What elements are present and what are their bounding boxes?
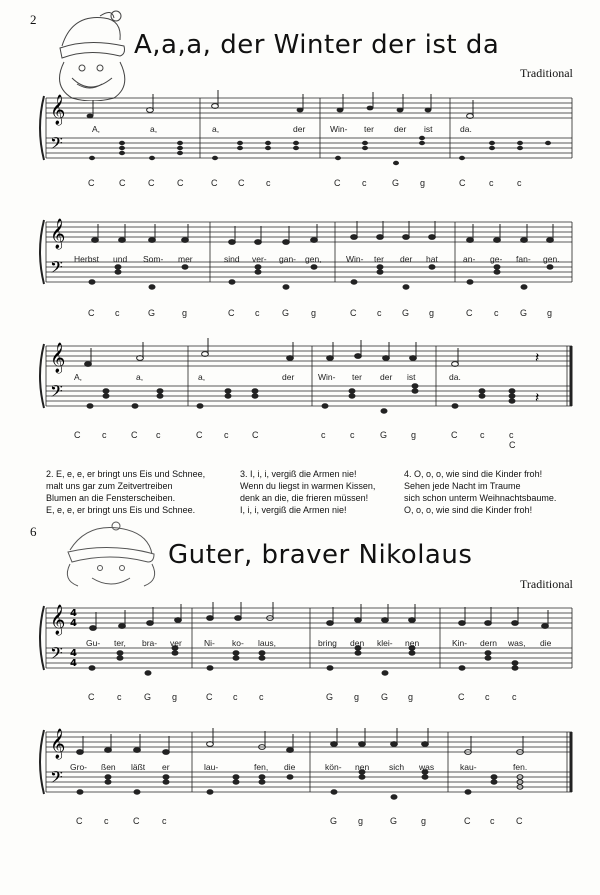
chord-label: c xyxy=(259,692,264,702)
lyric: hat xyxy=(426,254,438,264)
chord-label: G xyxy=(144,692,152,702)
svg-text:4: 4 xyxy=(70,618,77,629)
chord-label: C xyxy=(509,440,516,450)
chord-label: g xyxy=(420,178,426,188)
verse-line: sich schon unterm Weihnachtsbaume. xyxy=(404,493,557,503)
lyric: ist xyxy=(407,372,416,382)
chord-label: g xyxy=(421,816,427,826)
chord-label: G xyxy=(380,430,388,440)
lyric: der xyxy=(400,254,413,264)
lyric: der xyxy=(293,124,306,134)
chord-label: C xyxy=(238,178,245,188)
chord-label: c xyxy=(233,692,238,702)
chord-label: C xyxy=(88,692,95,702)
lyric: was, xyxy=(508,638,526,648)
music-system xyxy=(0,598,600,708)
chord-label: G xyxy=(390,816,398,826)
lyric: fen. xyxy=(513,762,528,772)
svg-text:𝄢: 𝄢 xyxy=(50,257,63,281)
svg-text:4: 4 xyxy=(70,608,77,619)
lyric: kau- xyxy=(460,762,477,772)
chord-label: g xyxy=(429,308,435,318)
chord-label: G xyxy=(326,692,334,702)
svg-text:𝄞: 𝄞 xyxy=(50,605,66,635)
lyric: Win- xyxy=(346,254,364,264)
chord-label: g xyxy=(411,430,417,440)
page-number: 6 xyxy=(30,524,37,539)
lyric: ver xyxy=(170,638,182,648)
lyric: sind xyxy=(224,254,240,264)
attribution: Traditional xyxy=(520,577,573,591)
chord-label: g xyxy=(408,692,414,702)
verse-line: Wenn du liegst in warmen Kissen, xyxy=(240,481,376,491)
song-title: Guter, braver Nikolaus xyxy=(168,540,473,570)
lyric: Kin- xyxy=(452,638,468,648)
chord-label: C xyxy=(228,308,235,318)
svg-text:𝄞: 𝄞 xyxy=(50,729,66,759)
chord-label: g xyxy=(547,308,553,318)
chord-label: c xyxy=(115,308,120,318)
chord-label: C xyxy=(119,178,126,188)
lyric: ter xyxy=(374,254,384,264)
lyric: gen, xyxy=(305,254,322,264)
chord-label: C xyxy=(334,178,341,188)
lyric: bring xyxy=(318,638,337,648)
verse-3 xyxy=(240,468,375,516)
music-system xyxy=(0,722,600,852)
lyric: und xyxy=(113,254,128,264)
lyric: Win- xyxy=(330,124,348,134)
lyric: A, xyxy=(92,124,101,134)
song-title: A,a,a, der Winter der ist da xyxy=(134,30,500,60)
verse-line: 4. O, o, o, wie sind die Kinder froh! xyxy=(404,469,543,479)
lyric: kön- xyxy=(325,762,342,772)
svg-text:4: 4 xyxy=(70,648,77,659)
page-number: 2 xyxy=(30,12,37,27)
lyric: die xyxy=(540,638,552,648)
lyric: lau- xyxy=(204,762,219,772)
lyric: ge- xyxy=(490,254,503,264)
chord-label: c xyxy=(255,308,260,318)
lyric: die xyxy=(284,762,296,772)
svg-text:𝄢: 𝄢 xyxy=(50,133,63,157)
chord-label: c xyxy=(350,430,355,440)
lyric: da. xyxy=(449,372,461,382)
verse-line: Sehen jede Nacht im Traume xyxy=(404,481,521,491)
chord-label: C xyxy=(451,430,458,440)
chord-label: c xyxy=(104,816,109,826)
chord-label: c xyxy=(117,692,122,702)
svg-text:𝄞: 𝄞 xyxy=(50,219,66,249)
chord-label: G xyxy=(330,816,338,826)
lyric: Win- xyxy=(318,372,336,382)
chord-label: c xyxy=(224,430,229,440)
chord-label: c xyxy=(490,816,495,826)
chord-label: G xyxy=(402,308,410,318)
svg-text:𝄢: 𝄢 xyxy=(50,767,63,791)
lyric: a, xyxy=(212,124,220,134)
chord-label: C xyxy=(516,816,523,826)
chord-label: c xyxy=(485,692,490,702)
chord-label: G xyxy=(282,308,290,318)
svg-text:𝄞: 𝄞 xyxy=(50,95,66,125)
chord-label: C xyxy=(74,430,81,440)
lyric: A, xyxy=(74,372,83,382)
santa-illustration xyxy=(56,520,166,590)
verse-line: Blumen an die Fensterscheiben. xyxy=(46,493,176,503)
chord-label: C xyxy=(458,692,465,702)
chord-label: g xyxy=(354,692,360,702)
chord-label: g xyxy=(311,308,317,318)
verse-line: 3. I, i, i, vergiß die Armen nie! xyxy=(240,469,357,479)
lyric: da. xyxy=(460,124,472,134)
lyric: a, xyxy=(136,372,144,382)
chord-label: C xyxy=(133,816,140,826)
chord-label: G xyxy=(392,178,400,188)
music-system xyxy=(0,88,600,198)
svg-text:4: 4 xyxy=(70,658,77,669)
lyric: laus, xyxy=(258,638,276,648)
lyric: a, xyxy=(198,372,206,382)
music-system xyxy=(0,212,600,322)
lyric: a, xyxy=(150,124,158,134)
chord-label: G xyxy=(520,308,528,318)
chord-label: C xyxy=(88,308,95,318)
lyric: ko- xyxy=(232,638,244,648)
chord-label: c xyxy=(102,430,107,440)
chord-label: C xyxy=(148,178,155,188)
lyric: ter, xyxy=(114,638,126,648)
lyric: gen. xyxy=(543,254,560,264)
lyric: läßt xyxy=(131,762,146,772)
chord-label: C xyxy=(206,692,213,702)
lyric: Som- xyxy=(143,254,164,264)
chord-label: c xyxy=(377,308,382,318)
lyric: dern xyxy=(480,638,498,648)
chord-label: C xyxy=(131,430,138,440)
lyric: Gro- xyxy=(70,762,87,772)
verse-line: malt uns gar zum Zeitvertreiben xyxy=(46,481,173,491)
music-system xyxy=(0,336,600,456)
chord-label: c xyxy=(512,692,517,702)
chord-label: c xyxy=(509,430,514,440)
chord-label: C xyxy=(88,178,95,188)
verse-line: E, e, e, er bringt uns Eis und Schnee. xyxy=(46,505,196,515)
lyric: ßen xyxy=(101,762,116,772)
lyric: ver- xyxy=(252,254,267,264)
chord-label: C xyxy=(177,178,184,188)
chord-label: g xyxy=(358,816,364,826)
verse-line: 2. E, e, e, er bringt uns Eis und Schnee, xyxy=(46,469,206,479)
chord-label: c xyxy=(156,430,161,440)
lyric: klei- xyxy=(377,638,393,648)
lyric: nen xyxy=(405,638,420,648)
chord-label: G xyxy=(148,308,156,318)
lyric: ist xyxy=(424,124,433,134)
lyric: bra- xyxy=(142,638,158,648)
chord-label: G xyxy=(381,692,389,702)
chord-label: C xyxy=(464,816,471,826)
chord-label: C xyxy=(196,430,203,440)
verse-line: I, i, i, vergiß die Armen nie! xyxy=(240,505,347,515)
lyric: der xyxy=(282,372,295,382)
chord-label: C xyxy=(350,308,357,318)
lyric: er xyxy=(162,762,170,772)
lyric: ter xyxy=(364,124,374,134)
lyric: Ni- xyxy=(204,638,215,648)
santa-illustration xyxy=(42,6,137,101)
verse-line: denk an die, die frieren müssen! xyxy=(240,493,369,503)
chord-label: c xyxy=(162,816,167,826)
chord-label: c xyxy=(362,178,367,188)
verse-line: O, o, o, wie sind die Kinder froh! xyxy=(404,505,533,515)
svg-text:𝄢: 𝄢 xyxy=(50,381,63,405)
svg-text:𝄢: 𝄢 xyxy=(50,643,63,667)
verse-2 xyxy=(46,468,205,516)
lyric: fan- xyxy=(516,254,531,264)
chord-label: c xyxy=(266,178,271,188)
lyric: Gu- xyxy=(86,638,101,648)
lyric: gan- xyxy=(279,254,297,264)
chord-label: c xyxy=(321,430,326,440)
svg-text:𝄽: 𝄽 xyxy=(535,350,540,366)
lyric: was xyxy=(419,762,435,772)
lyric: Herbst xyxy=(74,254,100,264)
chord-label: c xyxy=(517,178,522,188)
lyric: an- xyxy=(463,254,476,264)
chord-label: c xyxy=(494,308,499,318)
lyric: mer xyxy=(178,254,193,264)
attribution: Traditional xyxy=(520,66,573,80)
chord-label: c xyxy=(489,178,494,188)
chord-label: c xyxy=(480,430,485,440)
lyric: ter xyxy=(352,372,362,382)
chord-label: C xyxy=(76,816,83,826)
chord-label: g xyxy=(172,692,178,702)
verse-4 xyxy=(404,468,556,516)
lyric: den xyxy=(350,638,365,648)
lyric: der xyxy=(394,124,407,134)
chord-label: C xyxy=(459,178,466,188)
svg-text:𝄽: 𝄽 xyxy=(535,390,540,406)
chord-label: C xyxy=(211,178,218,188)
lyric: der xyxy=(380,372,393,382)
chord-label: C xyxy=(466,308,473,318)
lyric: sich xyxy=(389,762,405,772)
chord-label: g xyxy=(182,308,188,318)
svg-text:𝄞: 𝄞 xyxy=(50,343,66,373)
chord-label: C xyxy=(252,430,259,440)
lyric: nen xyxy=(355,762,370,772)
lyric: fen, xyxy=(254,762,269,772)
